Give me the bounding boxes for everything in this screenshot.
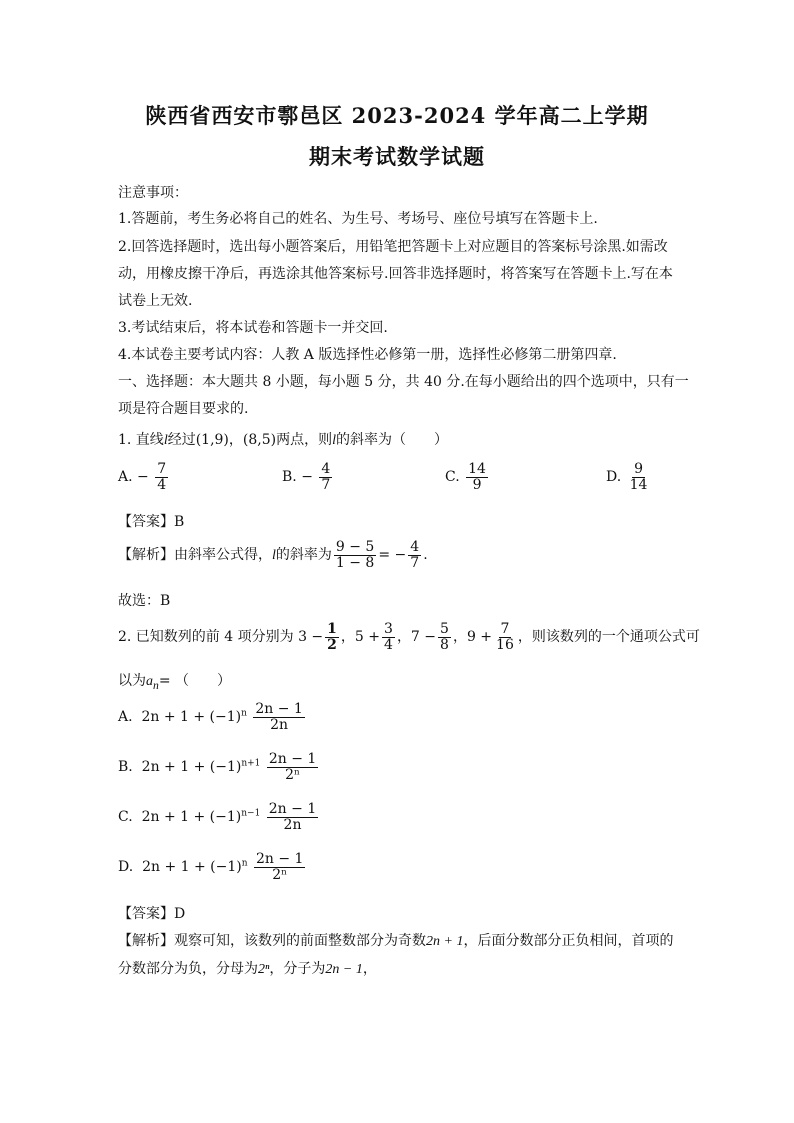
fraction: $\frac{2n - 1}{\text{2ⁿ}}$: [256, 851, 304, 883]
q2-analysis-line1: 【解析】观察可知，该数列的前面整数部分为奇数2n + 1，后面分数部分正负相间，首项的: [118, 933, 674, 949]
note-2b: 动，用橡皮擦干净后，再选涂其他答案标号.回答非选择题时，将答案写在答题卡上.写在本: [118, 266, 673, 282]
fraction: $\frac{2n - 1}{\text{2ⁿ}}$: [268, 751, 317, 783]
fraction: $\frac{2n - 1}{2n}$: [255, 701, 303, 733]
q1-conclusion: 故选：B: [118, 593, 171, 609]
doc-title-line1: 陕西省西安市鄠邑区 2023-2024 学年高二上学期: [145, 103, 649, 128]
fraction: $\frac{5}{8}$: [440, 621, 449, 653]
note-3: 3.考试结束后，将本试卷和答题卡一并交回.: [118, 320, 388, 336]
q2-option-c: C. $2n + 1 + (-1)^{n-1}$ $\frac{2n - 1}{2n}$: [118, 801, 317, 833]
fraction: $\frac{9 - 5}{1 - 8}$: [335, 539, 375, 571]
q2-option-b: B. $2n + 1 + (-1)^{n+1}$ $\frac{2n - 1}{\text{2ⁿ}}$: [118, 751, 317, 783]
q1-option-d: D. $\frac{9}{14}$: [606, 461, 648, 493]
q2-option-a: A. $2n + 1 + (-1)^n$ $\frac{2n - 1}{2n}$: [118, 701, 303, 733]
note-2a: 2.回答选择题时，选出每小题答案后，用铅笔把答题卡上对应题目的答案标号涂黑.如需改: [118, 239, 668, 255]
note-4: 4.本试卷主要考试内容：人教 A 版选择性必修第一册，选择性必修第二册第四章.: [118, 347, 617, 363]
fraction: $\frac{7}{4}$: [157, 461, 167, 493]
fraction: $\frac{9}{14}$: [629, 461, 648, 493]
fraction: $\frac{1}{2}$: [327, 621, 337, 653]
section-header-b: 项是符合题目要求的.: [118, 401, 249, 417]
q1-stem: 1. 直线l经过(1,9)，(8,5)两点，则l的斜率为（ ）: [118, 432, 448, 448]
note-1: 1.答题前，考生务必将自己的姓名、为生号、考场号、座位号填写在答题卡上.: [118, 211, 598, 227]
q2-stem: 2. 已知数列的前 4 项分别为 3 − $\frac{1}{2}$ ，5 + $\frac{3}{4}$ ，7 − $\frac{5}{8}$ ，9 + $\frac{7}{16}$ ，则该数列的一个通项公式可: [118, 621, 700, 653]
fraction: $\frac{7}{16}$: [496, 621, 514, 653]
section-header-a: 一、选择题：本大题共 8 小题，每小题 5 分，共 40 分.在每小题给出的四个选项中，只有一: [118, 374, 689, 390]
q1-option-c: C. $\frac{14}{9}$: [445, 461, 486, 493]
notes-header: 注意事项：: [118, 185, 188, 201]
fraction: $\frac{4}{7}$: [410, 539, 420, 571]
q1-answer: 【答案】B: [118, 514, 185, 530]
doc-title-line2: 期末考试数学试题: [309, 144, 485, 169]
q1-option-a: A. − $\frac{7}{4}$: [118, 461, 167, 493]
q2-analysis-line2: 分数部分为负，分母为2ⁿ，分子为2n − 1，: [118, 961, 377, 977]
fraction: $\frac{3}{4}$: [384, 621, 393, 653]
q1-option-b: B. − $\frac{4}{7}$: [282, 461, 331, 493]
fraction: $\frac{4}{7}$: [321, 461, 331, 493]
q2-stem-line2: 以为$a_n=$ （ ）: [118, 673, 232, 692]
note-2c: 试卷上无效.: [118, 293, 193, 309]
q2-option-d: D. $2n + 1 + (-1)^n$ $\frac{2n - 1}{\text{2ⁿ}}$: [118, 851, 304, 883]
fraction: $\frac{2n - 1}{2n}$: [268, 801, 317, 833]
fraction: $\frac{14}{9}$: [468, 461, 486, 493]
q2-answer: 【答案】D: [118, 906, 186, 922]
q1-analysis: 【解析】由斜率公式得，l的斜率为 $\frac{9 - 5}{1 - 8}$ = − $\frac{4}{7}$ .: [118, 539, 428, 571]
